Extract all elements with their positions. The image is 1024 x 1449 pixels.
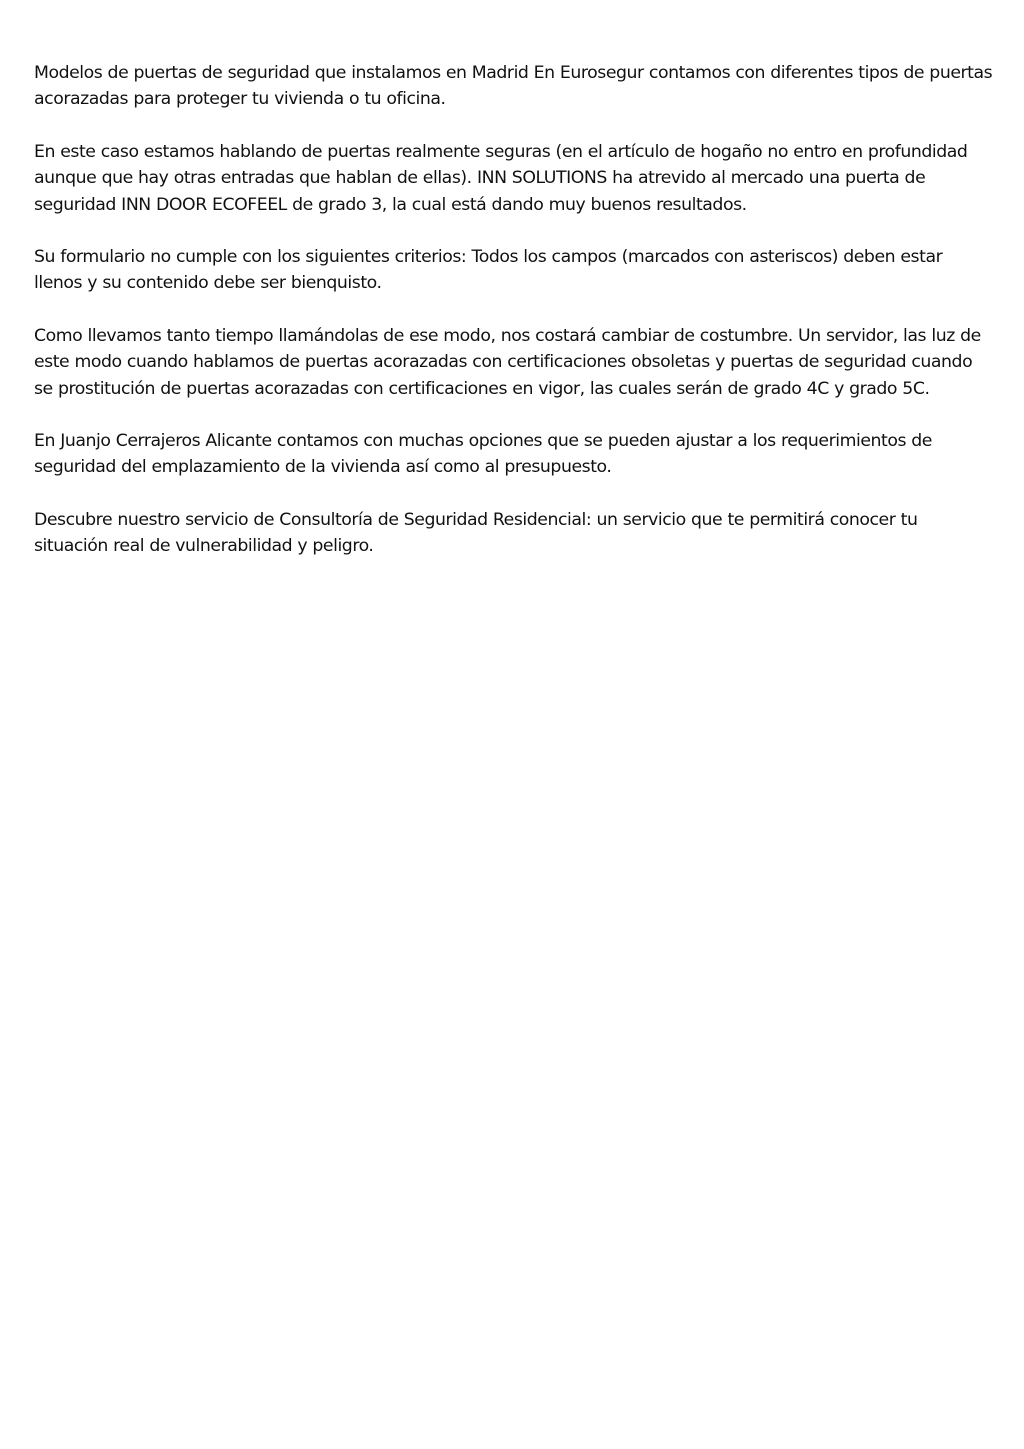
paragraph-2: En este caso estamos hablando de puertas realmente seguras (en el artículo de hogaño no entro en profundidad aunque que hay otras entradas que hablan de ellas). INN SOLUTIONS ha atrevido al mercado una puerta de seguridad INN DOOR ECOFEEL de grado 3, la cual está dando muy buenos resultados. [34,141,968,215]
paragraph-3: Su formulario no cumple con los siguientes criterios: Todos los campos (marcados con asteriscos) deben estar llenos y su contenido debe ser bienquisto. [34,247,943,294]
paragraph-5: En Juanjo Cerrajeros Alicante contamos con muchas opciones que se pueden ajustar a los requerimientos de seguridad del emplazamiento de la vivienda así como al presupuesto. [34,431,932,478]
paragraph-6: Descubre nuestro servicio de Consultoría de Seguridad Residencial: un servicio que te permitirá conocer tu situación real de vulnerabilidad y peligro. [34,509,918,557]
paragraph-1: Modelos de puertas de seguridad que instalamos en Madrid En Eurosegur contamos con diferentes tipos de puertas acorazadas para proteger tu vivienda o tu oficina. [34,63,993,110]
document-body [34,60,994,586]
paragraph-4: Como llevamos tanto tiempo llamándolas de ese modo, nos costará cambiar de costumbre. Un servidor, las luz de este modo cuando hablamos de puertas acorazadas con certificaciones obsoletas y puertas de seguridad cuando se prostitución de puertas acorazadas con certificaciones en vigor, las cuales serán de grado 4C y grado 5C. [34,325,981,399]
